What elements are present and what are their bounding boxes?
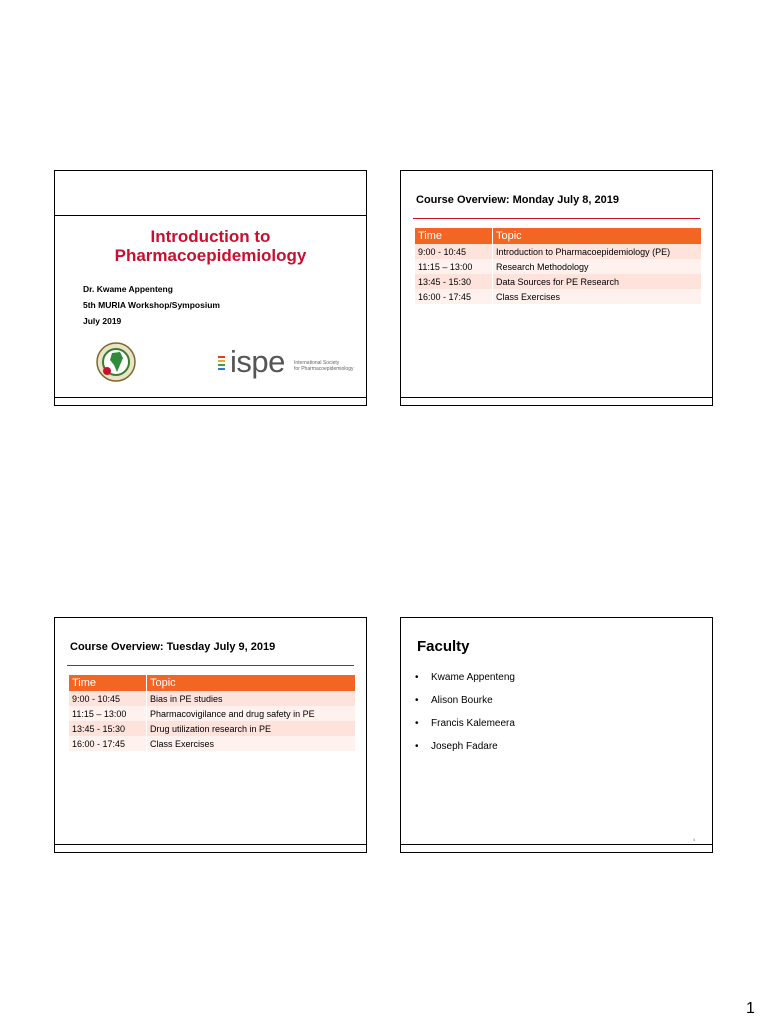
slide-title: Course Overview: Tuesday July 9, 2019 — [70, 641, 276, 653]
author-name: Dr. Kwame Appenteng — [83, 284, 173, 294]
table-header-row — [415, 228, 701, 244]
table-row — [69, 706, 355, 721]
table-row — [415, 244, 701, 259]
faculty-member-name: Kwame Appenteng — [431, 672, 515, 683]
presentation-meta — [83, 284, 220, 332]
event-date: July 2019 — [83, 316, 122, 326]
schedule-table — [69, 675, 355, 751]
table-row — [415, 289, 701, 304]
list-item — [415, 741, 515, 764]
time-cell: 13:45 - 15:30 — [415, 274, 493, 289]
slide-title: Course Overview: Monday July 8, 2019 — [416, 194, 619, 206]
faculty-member-name: Alison Bourke — [431, 695, 493, 706]
footer-divider — [401, 844, 712, 845]
topic-cell: Introduction to Pharmacoepidemiology (PE) — [493, 244, 702, 259]
footer-divider — [55, 844, 366, 845]
table-header-row — [69, 675, 355, 691]
page-number: 1 — [746, 1000, 755, 1017]
bullet-icon: • — [415, 741, 419, 752]
table-row — [69, 736, 355, 751]
footer-divider — [55, 397, 366, 398]
title-slide — [54, 170, 367, 406]
list-item — [415, 672, 515, 695]
topic-cell: Bias in PE studies — [147, 691, 356, 706]
footer-divider — [401, 397, 712, 398]
ispe-logo — [218, 344, 363, 383]
bullet-icon: • — [415, 672, 419, 683]
faculty-slide — [400, 617, 713, 853]
bullet-icon: • — [415, 695, 419, 706]
topic-cell: Data Sources for PE Research — [493, 274, 702, 289]
topic-cell: Drug utilization research in PE — [147, 721, 356, 736]
header-divider — [55, 215, 366, 216]
faculty-member-name: Joseph Fadare — [431, 741, 498, 752]
time-cell: 9:00 - 10:45 — [415, 244, 493, 259]
ispe-color-marks-icon — [218, 356, 225, 372]
time-cell: 11:15 – 13:00 — [69, 706, 147, 721]
monday-overview-slide — [400, 170, 713, 406]
time-cell: 13:45 - 15:30 — [69, 721, 147, 736]
list-item — [415, 718, 515, 741]
ispe-tagline: International Society for Pharmacoepidemiology — [294, 360, 354, 372]
time-cell: 16:00 - 17:45 — [69, 736, 147, 751]
presentation-title: Introduction to Pharmacoepidemiology — [114, 227, 307, 265]
slide-title: Faculty — [417, 638, 470, 655]
table-row — [69, 691, 355, 706]
bullet-icon: • — [415, 718, 419, 729]
table-row — [69, 721, 355, 736]
tuesday-overview-slide — [54, 617, 367, 853]
faculty-list — [415, 672, 515, 764]
title-underline — [67, 665, 354, 666]
table-row — [415, 274, 701, 289]
topic-cell: Class Exercises — [493, 289, 702, 304]
column-header-topic: Topic — [493, 228, 702, 244]
faculty-member-name: Francis Kalemeera — [431, 718, 515, 729]
muria-logo-icon — [95, 341, 137, 383]
schedule-table — [415, 228, 701, 304]
event-name: 5th MURIA Workshop/Symposium — [83, 300, 220, 310]
time-cell: 11:15 – 13:00 — [415, 259, 493, 274]
column-header-time: Time — [69, 675, 147, 691]
column-header-topic: Topic — [147, 675, 356, 691]
title-underline — [413, 218, 700, 219]
time-cell: 16:00 - 17:45 — [415, 289, 493, 304]
ispe-wordmark: ispe — [230, 344, 285, 379]
slide-number: 4 — [692, 837, 695, 842]
time-cell: 9:00 - 10:45 — [69, 691, 147, 706]
topic-cell: Class Exercises — [147, 736, 356, 751]
topic-cell: Research Methodology — [493, 259, 702, 274]
table-row — [415, 259, 701, 274]
column-header-time: Time — [415, 228, 493, 244]
list-item — [415, 695, 515, 718]
topic-cell: Pharmacovigilance and drug safety in PE — [147, 706, 356, 721]
